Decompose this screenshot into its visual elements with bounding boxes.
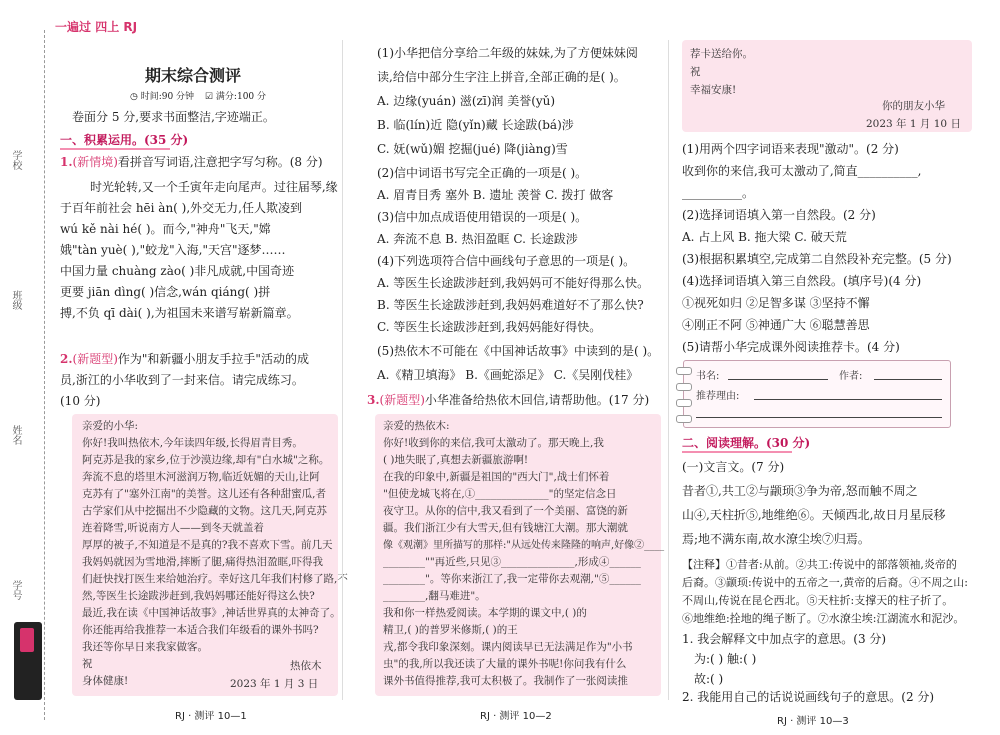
margin-label-class: 班级 — [10, 290, 21, 310]
recommend-card — [683, 360, 951, 428]
spiral-ring — [676, 399, 692, 407]
neatness-note: 卷面分 5 分,要求书面整洁,字迹端正。 — [72, 110, 275, 124]
reading-q2: 2. 我能用自己的话说说画线句子的意思。(2 分) — [682, 690, 935, 704]
question-2-line: (10 分) — [60, 394, 101, 408]
page-footer: RJ · 测评 10—1 — [175, 711, 247, 722]
page-1: 学校 班级 姓名 学号 一遍过 四上 RJ 期末综合测评 ◷ 时间:90 分钟 ☑ 满分:100 分 卷面分 5 分,要求书面整洁,字迹端正。 一、积累运用。(35 分) 1.(新情境)看拼音写词语,注意把字写匀称。(8 分) 时光轮转,又一个壬寅年走向尾声。过往届琴,缘 于百年前社会 hēi àn( ),外交无力,任人欺凌到 wú kě nài hé( )。而今,"神舟"飞天,"嫦 娥"tàn yuè( ),"蛟龙"入海,"天宫"逐梦…… 中国力量 chuàng zào( )非凡成就,中国奇迹 更要 jiān dìng( )信念,wán qiáng( )拼 搏,不负 qī dài( ),为祖国未来谱写崭新篇章。 2.(新题型)作为"和新疆小朋友手拉手"活动的成 员,浙江的小华收到了一封来信。请完成练习。 (10 分) 亲爱的小华: 你好!我叫热依木,今年读四年级,长得眉青目秀。 阿克苏是我的家乡,位于沙漠边缘,却有"白水城"之称。 奔流不息的塔里木河滋润万物,临近妩媚的天山,让阿 克苏有了"塞外江南"的美誉。这儿还有各种甜蜜瓜,者 古学家们从中挖掘出不少隐藏的文物。这几天,阿克苏 连着降雪,听说南方人——到冬天就盖着 厚厚的被子,不知道是不是真的?我不喜欢下雪。前几天 我妈妈就因为雪地滑,摔断了腿,痛得热泪盈眶,吓得我 们赶快找打医生来给她治疗。幸好这几年我们村修了路,不 然,等医生长途跋涉赶到,我妈妈哪还能好得这么快? 最近,我在读《中国神话故事》,神话世界真的太神奇了。 你还能再给我推荐一本适合我们年级看的课外书吗? 我还等你早日来我家做客。 祝 身体健康! 热依木 2023 年 1 月 3 日 RJ · 测评 10—1 — [0, 0, 340, 735]
brand-mark-accent — [20, 628, 34, 652]
card-author-blank[interactable] — [874, 379, 942, 380]
reading-q1-blank-b[interactable]: 故:( ) — [694, 672, 724, 686]
full-score: ☑ 满分:100 分 — [205, 92, 267, 102]
page-footer: RJ · 测评 10—3 — [777, 716, 849, 727]
page-divider — [668, 40, 669, 700]
reading-q1: 1. 我会解释文中加点字的意思。(3 分) — [682, 632, 887, 646]
margin-label-name: 姓名 — [10, 425, 21, 445]
margin-label-school: 学校 — [10, 150, 21, 170]
page-footer: RJ · 测评 10—2 — [480, 711, 552, 722]
section-2-heading: 二、阅读理解。(30 分) — [682, 436, 811, 450]
question-3: 3.(新题型)小华准备给热依木回信,请帮助他。(17 分) — [367, 393, 650, 407]
subsection-classical: (一)文言文。(7 分) — [682, 460, 785, 474]
card-author-label: 作者: — [839, 371, 863, 382]
margin-label-number: 学号 — [10, 580, 21, 600]
question-2-line: 员,浙江的小华收到了一封来信。请完成练习。 — [60, 373, 304, 387]
spiral-ring — [676, 383, 692, 391]
time-limit: ◷ 时间:90 分钟 — [130, 92, 195, 102]
card-book-blank[interactable] — [728, 379, 828, 380]
section-1-bar — [60, 148, 170, 150]
cut-line — [44, 30, 45, 720]
reading-q1-blank-a[interactable]: 为:( ) 触:( ) — [694, 652, 757, 666]
question-1: 1.(新情境)看拼音写词语,注意把字写匀称。(8 分) — [60, 155, 323, 169]
card-reason-label: 推荐理由: — [696, 391, 740, 402]
spiral-ring — [676, 367, 692, 375]
page-title: 期末综合测评 — [145, 66, 242, 85]
spiral-ring — [676, 415, 692, 423]
letter-date: 2023 年 1 月 3 日 — [230, 678, 319, 690]
card-reason-blank[interactable] — [754, 399, 942, 400]
page-divider — [342, 40, 343, 700]
section-2-bar — [682, 451, 792, 453]
section-1-heading: 一、积累运用。(35 分) — [60, 133, 189, 147]
header-logo: 一遍过 四上 RJ — [55, 20, 138, 34]
page-2: (1)小华把信分享给二年级的妹妹,为了方便妹妹阅 读,给信中部分生字注上拼音,全部正确的是( )。 A. 边缘(yuán) 滋(zī)润 美誉(yǔ) B. 临(lín)近 隐(yǐn)藏 长途跋(bá)涉 C. 妩(wǔ)媚 挖掘(jué) 降(jiàng)雪 (2)信中词语书写完全正确的一项是( )。 A. 眉青目秀 塞外 B. 遗址 羡誉 C. 拨打 做客 (3)信中加点成语使用错误的一项是( )。 A. 奔流不息 B. 热泪盈眶 C. 长途跋涉 (4)下列选项符合信中画线句子意思的一项是( )。 A. 等医生长途跋涉赶到,我妈妈可不能好得那么快。 B. 等医生长途跋涉赶到,我妈妈难道好不了那么快? C. 等医生长途跋涉赶到,我妈妈能好得快。 (5)热依木不可能在《中国神话故事》中读到的是( )。 A.《精卫填海》 B.《画蛇添足》 C.《吴刚伐桂》 3.(新题型)小华准备给热依木回信,请帮助他。(17 分) 亲爱的热依木: 你好!收到你的来信,我可太激动了。那天晚上,我 ( )地失眠了,真想去新疆旅游啊! 在我的印象中,新疆是祖国的"西大门",战士们怀着 "但使龙城飞将在,①______________"的坚定信念日 夜守卫。从你的信中,我又看到了一个美丽、富饶的新 疆。我们浙江少有大雪天,但有钱塘江大潮。那大潮就 像《观潮》里所描写的那样:"从远处传来隆隆的响声,好像②____ ________""再近些,只见③______________,形成④______ ________"。等你来浙江了,我一定带你去观潮,"⑤______ ________,翻马难进"。 我和你一样热爱阅读。本学期的课文中,( )的 精卫,( )的普罗米修斯,( )的王 戎,都令我印象深刻。课内阅读早已无法满足作为"小书 虫"的我,所以我还读了大量的课外书呢!你问我有什么 课外书值得推荐,我可太积极了。我制作了一张阅读推 RJ · 测评 10—2 — [367, 46, 665, 722]
reply-signature: 你的朋友小华 — [882, 100, 945, 112]
question-2: 2.(新题型)作为"和新疆小朋友手拉手"活动的成 — [60, 352, 309, 366]
page-3: 荐卡送给你。 祝 幸福安康! 你的朋友小华 2023 年 1 月 10 日 (1)用两个四字词语来表现"激动"。(2 分) 收到你的来信,我可太激动了,简直__________, __________。 (2)选择词语填入第一自然段。(2 分) A. 占上风 B. 拖大梁 C. 破天荒 (3)根据积累填空,完成第二自然段补充完整。(5 分) (4)选择词语填入第三自然段。(填序号)(4 分) ①视死如归 ②足智多谋 ③坚持不懈 ④刚正不阿 ⑤神通广大 ⑥聪慧善思 (5)请帮小华完成课外阅读推荐卡。(4 分) 书名: 作者: 推荐理由: 二、阅读理解。(30 分) (一)文言文。(7 分) 昔者①,共工②与颛顼③争为帝,怒而触不周之 山④,天柱折⑤,地维绝⑥。天倾西北,故日月星辰移 焉;地不满东南,故水潦尘埃⑦归焉。 【注释】①昔者:从前。②共工:传说中的部落领袖,炎帝的 后裔。③颛顼:传说中的五帝之一,黄帝的后裔。④不周之山: 不周山,传说在昆仑西北。⑤天柱折:支撑天的柱子折了。 ⑥地维绝:拴地的绳子断了。⑦水潦尘埃:江湖流水和泥沙。 1. 我会解释文中加点字的意思。(3 分) 为:( ) 触:( ) 故:( ) 2. 我能用自己的话说说画线句子的意思。(2 分) RJ · 测评 10—3 — [672, 0, 1000, 735]
letter-signature: 热依木 — [290, 660, 322, 672]
card-reason-blank[interactable] — [696, 417, 942, 418]
card-book-label: 书名: — [696, 371, 720, 382]
reply-date: 2023 年 1 月 10 日 — [866, 118, 961, 130]
